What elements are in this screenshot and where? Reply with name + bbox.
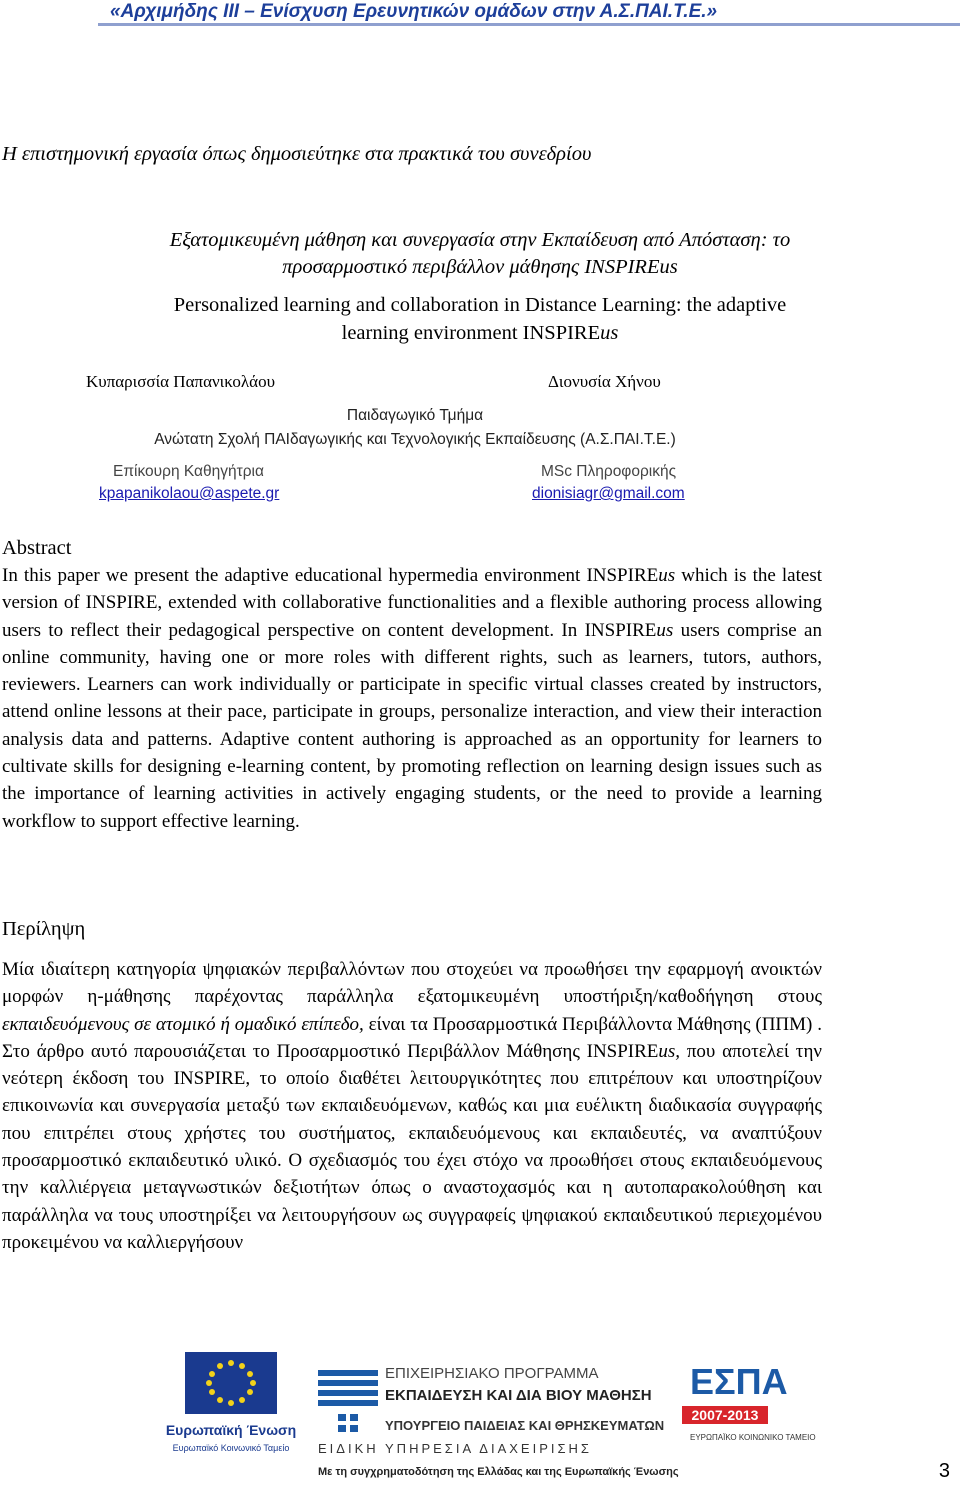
eu-label: Ευρωπαϊκή Ένωση (165, 1422, 297, 1438)
summary-text-3: που αποτελεί την νεότερη έκδοση του INSPIRE, το οποίο διαθέτει λειτουργικότητες που επιτρέπουν και υποστηρίζουν επικοινωνία και συνεργασία μεταξύ των εκπαιδευόμενων, καθώς και μια ευέλικτη διαδικασία συγγραφής που επιτρέπει στους χρήστες του συστήματος, εκπαιδευόμενους και εκπαιδευτές, να αναπτύξουν προσαρμοστικό εκπαιδευτικό υλικό. Ο σχεδιασμός του έχει στόχο να προωθήσει στους εκπαιδευόμενους την καλλιέργεια μεταγνωστικών δεξιοτήτων όπως ο αναστοχασμός και η αυτοπαρακολούθηση και παράλληλα να τους υποστηρίξει να λειτουργήσουν ως συγγραφείς ψηφιακού εκπαιδευτικού περιεχομένου προκειμένου να καλλιεργήσουν (2, 1040, 822, 1253)
page-number: 3 (938, 1460, 950, 1482)
greek-title-text: προσαρμοστικό περιβάλλον μάθησης INSPIRE (282, 256, 660, 278)
op-line-2: ΕΚΠΑΙΔΕΥΣΗ ΚΑΙ ΔΙΑ ΒΙΟΥ ΜΑΘΗΣΗ (385, 1387, 652, 1404)
author-right-role: MSc Πληροφορικής (541, 463, 677, 480)
greek-title-line-2 (0, 254, 960, 280)
author-right-email[interactable]: dionisiagr@gmail.com (532, 485, 685, 502)
abstract-heading: Abstract (2, 537, 72, 559)
espa-years: 2007-2013 (691, 1407, 759, 1423)
abstract-body (2, 562, 822, 835)
footer-logos (0, 1330, 960, 1484)
eu-sub: Ευρωπαϊκό Κοινωνικό Ταμείο (172, 1443, 290, 1453)
greek-title-suffix: us (659, 256, 678, 278)
eu-flag-icon (185, 1352, 277, 1414)
author-right-name: Διονυσία Χήνου (548, 372, 661, 391)
abstract-text-3: users comprise an online community, having one or more roles with different rights, such as learners, tutors, authors, reviewers. Learners can work individually or participate in specific virtual classes created by instructors, attend online lessons at their pace, participate in groups, personalize interaction, and view their interaction analysis data and patterns. Adaptive content authoring is approached as an opportunity for learners to cultivate skills for designing e-learning content, by promoting reflection on learning design issues such as the importance of learning activities in actively engaging students, or the need to provide a learning workflow to support effective learning. (2, 619, 822, 832)
abstract-us-2: us (656, 619, 674, 641)
greek-title-line-1: Εξατομικευμένη μάθηση και συνεργασία στην Εκπαίδευση από Απόσταση: το (169, 229, 791, 251)
summary-text-1: Μία ιδιαίτερη κατηγορία ψηφιακών περιβαλλόντων που στοχεύει να προωθήσει την εφαρμογή ανοικτών μορφών η-μάθησης παρέχοντας παράλληλα εξατομικευμένη υποστήριξη/καθοδήγηση στους (2, 959, 822, 1008)
abstract-us-1: us (658, 565, 676, 586)
english-title-text: learning environment INSPIRE (341, 322, 601, 344)
author-left-email[interactable]: kpapanikolaou@aspete.gr (99, 485, 280, 502)
english-title-suffix: us (600, 322, 619, 344)
greek-flag-stripes-icon (318, 1370, 378, 1406)
author-left-role: Επίκουρη Καθηγήτρια (113, 463, 264, 480)
summary-text-2: είναι τα Προσαρμοστικά Περιβάλλοντα Μάθησης (ΠΠΜ) . Στο άρθρο αυτό παρουσιάζεται το Προσαρμοστικό Περιβάλλον Μάθησης INSPIRE (2, 1013, 822, 1062)
english-title-line-2 (0, 319, 960, 347)
english-title-line-1: Personalized learning and collaboration in Distance Learning: the adaptive (173, 294, 787, 316)
ministry-line-2: ΕΙΔΙΚΗ ΥΠΗΡΕΣΙΑ ΔΙΑΧΕΙΡΙΣΗΣ (318, 1441, 592, 1456)
ministry-line-1: ΥΠΟΥΡΓΕΙΟ ΠΑΙΔΕΙΑΣ ΚΑΙ ΘΡΗΣΚΕΥΜΑΤΩΝ (385, 1418, 665, 1433)
greek-cross-icon (338, 1414, 358, 1432)
cofunding-text: Με τη συγχρηματοδότηση της Ελλάδας και της Ευρωπαϊκής Ένωσης (318, 1466, 679, 1478)
author-left-name: Κυπαρισσία Παπανικολάου (86, 372, 275, 391)
department: Παιδαγωγικό Τμήμα (346, 407, 484, 424)
footer-logo-strip (0, 1330, 960, 1484)
abstract-text-2: which is the latest version of INSPIRE, extended with collaborative functionalities and a flexible authoring process allowing users to reflect their pedagogical perspective on content development. In INSPIRE (2, 565, 822, 641)
running-header (98, 0, 960, 26)
espa-sub: ΕΥΡΩΠΑΪΚΟ ΚΟΙΝΩΝΙΚΟ ΤΑΜΕΙΟ (690, 1433, 816, 1442)
running-title: «Αρχιμήδης ΙΙΙ – Ενίσχυση Ερευνητικών ομάδων στην Α.Σ.ΠΑΙ.Τ.Ε.» (110, 1, 718, 22)
summary-us: us, (658, 1040, 681, 1062)
summary-body (2, 956, 822, 1256)
summary-heading: Περίληψη (2, 918, 86, 940)
school: Ανώτατη Σχολή ΠΑΙδαγωγικής και Τεχνολογικής Εκπαίδευσης (Α.Σ.ΠΑΙ.Τ.Ε.) (154, 431, 676, 448)
summary-italic: εκπαιδευόμενους σε ατομικό ή ομαδικό επίπεδο, (2, 1013, 364, 1035)
op-line-1: ΕΠΙΧΕΙΡΗΣΙΑΚΟ ΠΡΟΓΡΑΜΜΑ (385, 1365, 599, 1382)
espa-logo: ΕΣΠΑ (690, 1361, 788, 1402)
intro-line: Η επιστημονική εργασία όπως δημοσιεύτηκε στα πρακτικά του συνεδρίου (2, 143, 592, 165)
abstract-text-1: In this paper we present the adaptive educational hypermedia environment INSPIRE (2, 565, 659, 586)
